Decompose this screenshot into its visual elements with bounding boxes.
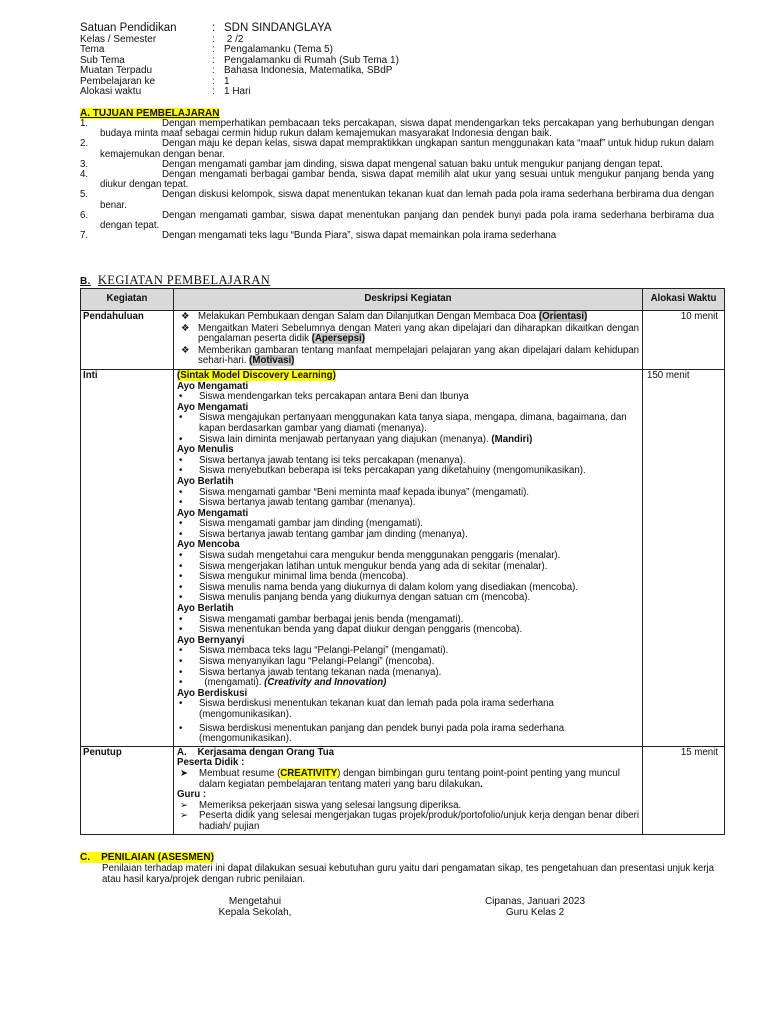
header-kegiatan: Kegiatan xyxy=(81,289,174,311)
diamond-bullet-icon: ❖ xyxy=(181,322,190,334)
identity-label: Kelas / Semester xyxy=(80,33,157,45)
identity-label: Satuan Pendidikan xyxy=(80,22,177,34)
arrow-bullet-icon: ➤ xyxy=(180,767,189,779)
list-item: • Siswa sudah mengetahui cara mengukur benda menggunakan penggaris (menalar). xyxy=(177,551,639,562)
list-item: ➢ Memeriksa pekerjaan siswa yang selesai langsung diperiksa. xyxy=(180,799,462,811)
section-letter: B. xyxy=(80,276,91,287)
section-b-heading xyxy=(80,275,270,287)
activity-time: 10 menit xyxy=(643,311,725,370)
list-item: ❖ Memberikan gambaran tentang manfaat mempelajari pelajaran yang akan dipelajari dalam kehidupan sehari-hari. (Motivasi) xyxy=(181,344,639,367)
list-item: • Siswa mengukur minimal lima benda (mencoba). xyxy=(177,572,639,583)
list-item: ❖ Melakukan Pembukaan dengan Salam dan Dilanjutkan Dengan Membaca Doa (Orientasi) xyxy=(181,311,588,322)
list-item: • Siswa berdiskusi menentukan panjang dan pendek bunyi pada pola irama sederhana (mengomunikasikan). xyxy=(177,724,639,745)
identity-value: Bahasa Indonesia, Matematika, SBdP xyxy=(224,65,393,76)
arrow-outline-icon: ➢ xyxy=(180,810,189,822)
section-letter: C. xyxy=(80,852,90,863)
step-title: Ayo Mengamati xyxy=(177,401,249,413)
activity-description xyxy=(174,369,643,746)
objective-item: 1. Dengan memperhatikan pembacaan teks percakapan, siswa dapat mendengarkan teks percakapan yang berhubungan dengan budaya minta maaf sebagai cermin hidup rukun dalam kemajemukan masyarakat Indonesia dengan baik. xyxy=(80,118,714,140)
objective-item: 2. Dengan maju ke depan kelas, siswa dapat mempraktikkan ungkapan santun menggunakan kata “maaf” untuk hidup rukun dalam kemajemukan dengan benar. xyxy=(80,138,714,160)
peserta-label: Peserta Didik : xyxy=(177,757,245,769)
activity-time: 150 menit xyxy=(643,369,725,746)
signature-principal xyxy=(200,896,310,918)
list-item: • Siswa menentukan benda yang dapat diukur dengan penggaris (mencoba). xyxy=(177,625,639,636)
identity-label: Alokasi waktu xyxy=(80,86,142,97)
table-row-pendahuluan xyxy=(81,311,725,370)
section-title: PENILAIAN (ASESMEN) xyxy=(101,852,214,863)
diamond-bullet-icon: ❖ xyxy=(181,311,190,322)
step-title: Ayo Berlatih xyxy=(177,603,234,615)
identity-value: Pengalamanku di Rumah (Sub Tema 1) xyxy=(224,54,399,66)
activity-name: Pendahuluan xyxy=(81,311,174,370)
identity-value: SDN SINDANGLAYA xyxy=(224,22,332,34)
list-item: ➢ Peserta didik yang selesai mengerjakan tugas projek/produk/portofolio/unjuk kerja dengan benar diberi hadiah/ pujian xyxy=(180,810,639,832)
identity-row xyxy=(80,66,399,77)
identity-value: Pengalamanku (Tema 5) xyxy=(224,44,333,55)
section-title: KEGIATAN PEMBELAJARAN xyxy=(97,273,271,287)
identity-row xyxy=(80,45,399,56)
list-item: • (mengamati). (Creativity and Innovation) xyxy=(177,678,639,689)
step-title: Ayo Berdiskusi xyxy=(177,687,248,699)
objective-item: 3. Dengan mengamati gambar jam dinding, siswa dapat mengenal satuan baku untuk mengukur panjang dengan tepat. xyxy=(80,158,663,170)
step-title: Ayo Bernyanyi xyxy=(177,634,245,646)
identity-colon: : xyxy=(212,65,215,76)
identity-value: 1 Hari xyxy=(224,86,251,97)
objective-item: 5. Dengan diskusi kelompok, siswa dapat menentukan tekanan kuat dan lemah pada pola irama sederhana berbirama dua dengan benar. xyxy=(80,189,714,211)
activities-table xyxy=(80,288,725,835)
list-item: ➤ Membuat resume (CREATIVITY) dengan bimbingan guru tentang point-point penting yang muncul dalam kegiatan pembelajaran tentang materi yang baru dilakukan. xyxy=(180,767,620,790)
identity-block xyxy=(80,22,399,98)
identity-colon: : xyxy=(212,22,216,34)
section-c-heading xyxy=(80,852,214,863)
list-item: • Siswa mengamati gambar jam dinding (mengamati). xyxy=(177,519,639,530)
header-alokasi: Alokasi Waktu xyxy=(643,289,725,311)
activity-description xyxy=(174,746,643,834)
list-item: • Siswa bertanya jawab tentang tekanan nada (menanya). xyxy=(177,668,639,679)
identity-row xyxy=(80,87,399,98)
list-item: • Siswa menyebutkan beberapa isi teks percakapan yang diketahuiny (mengomunikasikan). xyxy=(177,466,639,477)
arrow-outline-icon: ➢ xyxy=(180,799,189,811)
diamond-bullet-icon: ❖ xyxy=(181,344,190,356)
signature-role: Guru Kelas 2 xyxy=(505,907,565,918)
signature-role: Kepala Sekolah, xyxy=(218,907,292,918)
section-title: TUJUAN PEMBELAJARAN xyxy=(92,108,220,119)
list-item: • Siswa lain diminta menjawab pertanyaan yang diajukan (menanya). (Mandiri) xyxy=(177,435,639,446)
list-item: ❖ Mengaitkan Materi Sebelumnya dengan Materi yang akan dipelajari dan diharapkan dikaitkan dengan pengalaman peserta didik (Apersepsi) xyxy=(181,322,639,345)
assessment-text: Penilaian terhadap materi ini dapat dilakukan sesuai kebutuhan guru yaitu dari pengamatan sikap, tes pengetahuan dan presentasi unjuk kerja atau hasil karya/projek dengan rubric penilaian. xyxy=(102,863,714,885)
step-title: Ayo Berlatih xyxy=(177,475,234,487)
objective-item: 7. Dengan mengamati teks lagu “Bunda Piara”, siswa dapat memainkan pola irama sederhana xyxy=(80,230,557,242)
model-label: (Sintak Model Discovery Learning) xyxy=(177,369,336,381)
identity-colon: : xyxy=(212,86,215,97)
list-item: • Siswa membaca teks lagu “Pelangi-Pelangi” (mengamati). xyxy=(177,646,639,657)
activity-name: Penutup xyxy=(81,746,174,834)
step-title: Ayo Mencoba xyxy=(177,539,240,551)
table-header-row xyxy=(81,289,725,311)
list-item: • Siswa menyanyikan lagu “Pelangi-Pelangi” (mencoba). xyxy=(177,657,639,668)
step-title: Ayo Menulis xyxy=(177,444,234,456)
objective-item: 4. Dengan mengamati berbagai gambar benda, siswa dapat memilih alat ukur yang sesuai untuk mengukur panjang benda yang diukur dengan tepat. xyxy=(80,169,714,191)
list-item: • Siswa menulis panjang benda yang diukurnya dengan satuan cm (mencoba). xyxy=(177,593,639,604)
list-item: • Siswa menulis nama benda yang diukurnya di dalam kolom yang disediakan (mencoba). xyxy=(177,583,639,594)
list-item: • Siswa mengamati gambar “Beni meminta maaf kepada ibunya” (mengamati). xyxy=(177,488,639,499)
objective-item: 6. Dengan mengamati gambar, siswa dapat menentukan panjang dan pendek bunyi pada pola irama sederhana berbirama dua dengan tepat. xyxy=(80,209,714,232)
list-item: • Siswa bertanya jawab tentang gambar (menanya). xyxy=(177,498,639,509)
step-title: Ayo Mengamati xyxy=(177,507,249,519)
identity-colon: : xyxy=(212,33,215,45)
guru-label: Guru : xyxy=(177,789,207,801)
step-title: Ayo Mengamati xyxy=(177,380,249,392)
list-item: • Siswa bertanya jawab tentang isi teks percakapan (menanya). xyxy=(177,456,639,467)
table-row-penutup xyxy=(81,746,725,834)
activity-time: 15 menit xyxy=(643,746,725,834)
list-item: • Siswa mengamati gambar berbagai jenis benda (mengamati). xyxy=(177,615,639,626)
identity-colon: : xyxy=(212,44,215,55)
list-item: • Siswa berdiskusi menentukan tekanan kuat dan lemah pada pola irama sederhana (mengomunikasikan). xyxy=(177,699,639,720)
signature-place-date: Cipanas, Januari 2023 xyxy=(484,896,586,907)
identity-label: Tema xyxy=(80,44,105,55)
list-item: • Siswa mengerjakan latihan untuk mengukur benda yang ada di sekitar (menalar). xyxy=(177,562,639,573)
identity-label: Sub Tema xyxy=(80,54,125,66)
identity-value: 1 xyxy=(224,75,230,87)
identity-value: 2 /2 xyxy=(226,33,244,45)
section-letter: A. xyxy=(80,108,90,119)
identity-label: Pembelajaran ke xyxy=(80,75,156,87)
activity-name: Inti xyxy=(81,369,174,746)
list-item: • Siswa bertanya jawab tentang gambar jam dinding (menanya). xyxy=(177,530,639,541)
activity-description xyxy=(174,311,643,370)
list-item: • Siswa mengajukan pertanyaan menggunakan kata tanya siapa, mengapa, dimana, bagaimana, dan kapan berdasarkan gambar yang diamati (menanya). xyxy=(177,413,639,434)
header-deskripsi: Deskripsi Kegiatan xyxy=(174,289,643,311)
table-row-inti xyxy=(81,369,725,746)
identity-colon: : xyxy=(212,75,215,87)
list-item: • Siswa mendengarkan teks percakapan antara Beni dan Ibunya xyxy=(177,392,639,403)
signature-teacher xyxy=(460,896,610,918)
identity-label: Muatan Terpadu xyxy=(80,65,153,76)
objectives-list xyxy=(80,119,714,241)
signature-line: Mengetahui xyxy=(228,896,282,907)
penutup-subtitle: A. Kerjasama dengan Orang Tua xyxy=(177,746,335,758)
identity-colon: : xyxy=(212,54,215,66)
